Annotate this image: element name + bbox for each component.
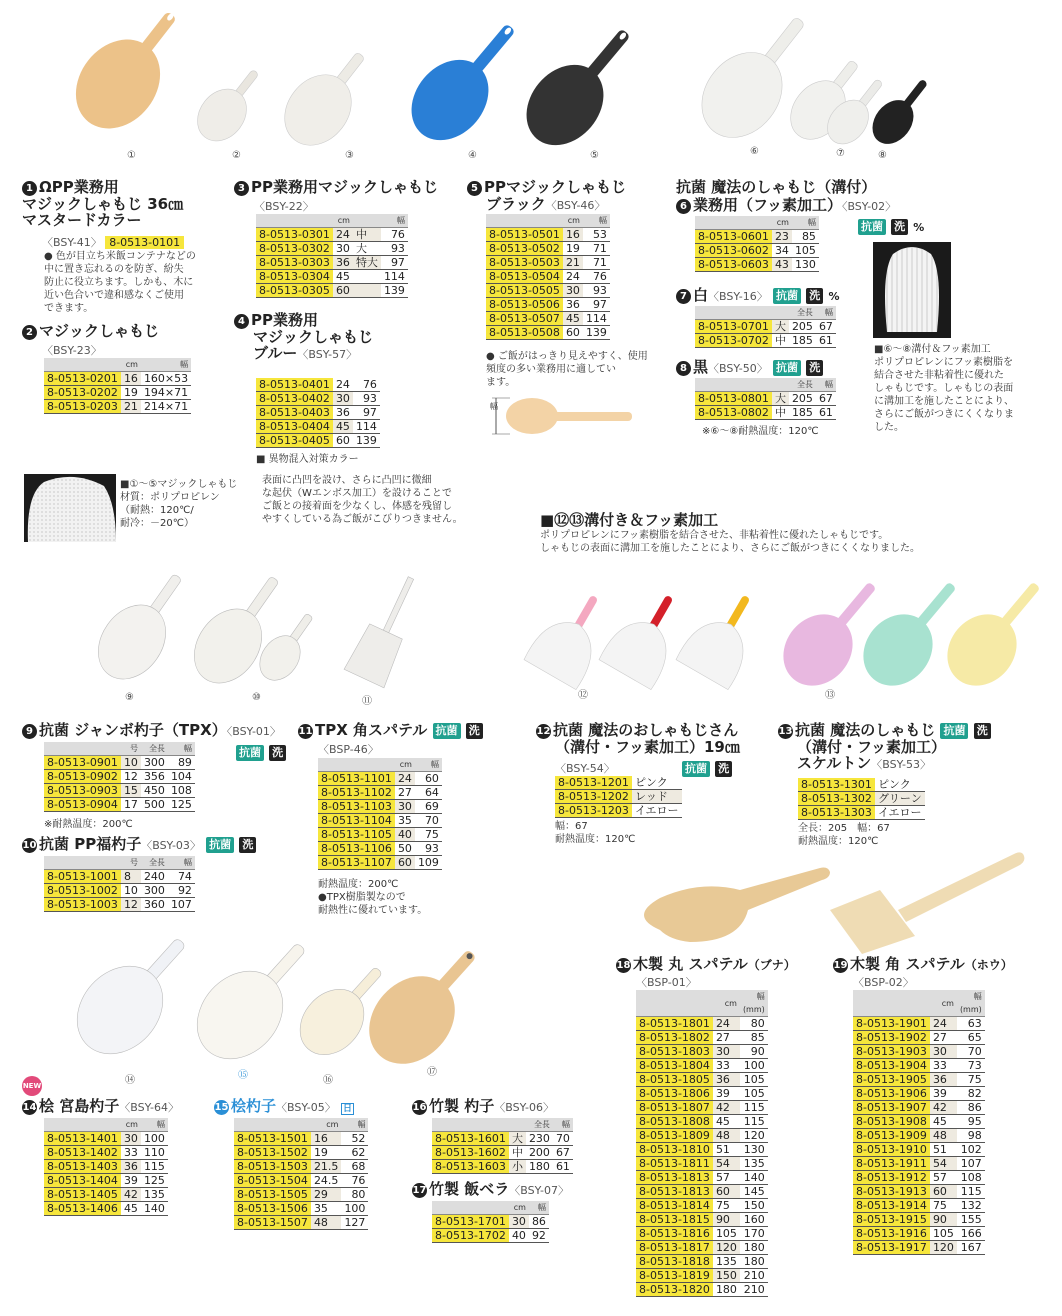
product-8-table: 全長 幅 8-0513-0801 大 205 67 8-0513-0802 中 185 61	[695, 378, 836, 420]
product-12-table	[555, 776, 682, 818]
product-11-code: 〈BSP-46〉	[318, 743, 379, 756]
illus-number-15: ⑮	[238, 1070, 248, 1081]
illus-number-10: ⑩	[252, 692, 261, 703]
item-number-badge: 18	[616, 960, 631, 971]
table-row: 8-0513-1910 51 102	[853, 1143, 985, 1157]
washable-badge: 洗	[239, 837, 256, 853]
table-row: 8-0513-1201 ピンク	[555, 776, 682, 790]
illus-number-5: ⑤	[590, 150, 599, 161]
product-18-code: 〈BSP-01〉	[636, 976, 697, 989]
table-row: 8-0513-1913 60 115	[853, 1185, 985, 1199]
table-row: 8-0513-1702 40 92	[432, 1229, 549, 1243]
table-row: 8-0513-1820 180 210	[636, 1283, 768, 1297]
product-5-note: ● ご飯がはっきり見えやすく、使用 頻度の多い業務用に適してい ます。	[486, 351, 648, 388]
product-1-code: 〈BSY-41〉 8-0513-0101	[42, 234, 184, 250]
product-4-title: 4 PP業務用 マジックしゃもじ ブルー〈BSY-57〉	[234, 312, 373, 363]
table-row: 8-0513-1817 120 180	[636, 1241, 768, 1255]
table-row: 8-0513-1105 40 75	[318, 828, 442, 842]
product-6-title: 6 業務用（フッ素加工）〈BSY-02〉	[676, 197, 896, 215]
product-6-badges	[858, 216, 924, 235]
table-row: 8-0513-0503 21 71	[486, 256, 610, 270]
product-3-code: 〈BSY-22〉	[254, 200, 314, 213]
table-row: 8-0513-1101 24 60	[318, 772, 442, 786]
product-2-title: 2 マジックしゃもじ	[22, 323, 159, 340]
product-19-title: 19 木製 角 スパテル（ホウ）	[833, 955, 1013, 973]
shamoji-3-image	[271, 36, 385, 158]
product-1-note: ● 色が目立ち米飯コンテナなどの 中に置き忘れるのを防ぎ、紛失 防止に役立ちます。しかも、木に 近い色合いで違和感なくご使用 できます。	[44, 251, 196, 314]
table-row: 8-0513-1813 57 140	[636, 1171, 768, 1185]
product-9-note: ※耐熱温度：200℃	[44, 819, 133, 830]
table-row: 8-0513-1302 グリーン	[798, 792, 925, 806]
illus-number-8: ⑧	[878, 150, 887, 161]
antibacterial-badge: 抗菌	[773, 288, 801, 304]
made-in-japan-mark: 日	[342, 1104, 352, 1114]
grooved-shamoji-image	[873, 242, 951, 338]
table-row: 8-0513-1405 42 135	[44, 1188, 168, 1202]
illus-number-13: ⑬	[825, 690, 835, 701]
table-row: 8-0513-1816 105 170	[636, 1227, 768, 1241]
table-row: 8-0513-1103 30 69	[318, 800, 442, 814]
wooden-spatula-illustrations	[630, 850, 1040, 960]
antibacterial-badge: 抗菌	[940, 723, 968, 739]
item-number-badge: 7	[676, 289, 691, 304]
table-row: 8-0513-0602 34 105	[695, 244, 819, 258]
dishwasher-icon: %	[828, 290, 840, 303]
table-row: 8-0513-0901 10 300 89	[44, 756, 195, 770]
shamoji-4-image	[396, 5, 537, 155]
product-5-title: 5 PPマジックしゃもじ ブラック〈BSY-46〉	[467, 179, 626, 214]
table-row: 8-0513-0502 19 71	[486, 242, 610, 256]
washable-badge: 洗	[715, 761, 732, 777]
table-row: 8-0513-0904 17 500 125	[44, 798, 195, 812]
washable-badge: 洗	[891, 219, 908, 235]
shamoji-10b-image	[251, 605, 324, 688]
item-number-badge: 12	[536, 726, 551, 737]
illus-number-9: ⑨	[125, 692, 134, 703]
table-row: 8-0513-1504 24.5 76	[234, 1174, 368, 1188]
table-row: 8-0513-1818 135 180	[636, 1255, 768, 1269]
table-row: 8-0513-0405 60 139	[256, 434, 380, 448]
shamoji-12-red-image	[599, 581, 697, 689]
product-1-item-number: 8-0513-0101	[105, 236, 184, 249]
table-row: 8-0513-0203 21 214×71	[44, 400, 191, 414]
product-12-code: 〈BSY-54〉	[555, 762, 615, 775]
table-row: 8-0513-1806 39 105	[636, 1087, 768, 1101]
product-12-title: 12 抗菌 魔法のおしゃもじさん （溝付・フッ素加工）19㎝	[536, 721, 740, 756]
product-2-code: 〈BSY-23〉	[42, 344, 102, 357]
product-14-table: cm 幅 8-0513-1401 30 100 8-0513-1402 33 110 8-0513-1403 36 115 8-0513-1404 39 125 8-0513-1405 42 135 8-0513-1406 45 140	[44, 1118, 168, 1216]
table-row: 8-0513-1912 57 108	[853, 1171, 985, 1185]
table-row: 8-0513-1902 27 65	[853, 1031, 985, 1045]
material-note: ■①〜⑤マジックしゃもじ 材質：ポリプロピレン （耐熱：120℃/ 耐冷：－20℃）	[120, 479, 238, 529]
product-8-title: 8 黒〈BSY-50〉 抗菌 洗	[676, 359, 823, 377]
table-row: 8-0513-1601 大 230 70	[432, 1132, 573, 1146]
table-row: 8-0513-1911 54 107	[853, 1157, 985, 1171]
table-row: 8-0513-1803 30 90	[636, 1045, 768, 1059]
antibacterial-badge: 抗菌	[206, 837, 234, 853]
table-row: 8-0513-0302 30 大 93	[256, 242, 408, 256]
shamoji-15-image	[180, 930, 330, 1076]
washable-badge: 洗	[466, 723, 483, 739]
table-row: 8-0513-1202 レッド	[555, 790, 682, 804]
product-17-table: cm 幅 8-0513-1701 30 86 8-0513-1702 40 92	[432, 1201, 549, 1243]
table-row: 8-0513-1401 30 100	[44, 1132, 168, 1146]
table-row: 8-0513-0402 30 93	[256, 392, 380, 406]
table-row: 8-0513-1403 36 115	[44, 1160, 168, 1174]
table-row: 8-0513-1503 21.5 68	[234, 1160, 368, 1174]
illus-number-14: ⑭	[125, 1075, 135, 1086]
item-number-badge: 11	[298, 726, 313, 737]
table-row: 8-0513-0603 43 130	[695, 258, 819, 272]
table-row: 8-0513-0801 大 205 67	[695, 392, 836, 406]
product-13-title: 13 抗菌 魔法のしゃもじ 抗菌 洗 （溝付・フッ素加工） スケルトン〈BSY-53〉	[778, 722, 991, 773]
spatula-19-image	[830, 852, 1024, 954]
table-row: 8-0513-1603 小 180 61	[432, 1160, 573, 1174]
table-row: 8-0513-0303 36 特大 97	[256, 256, 408, 270]
table-row: 8-0513-0507 45 114	[486, 312, 610, 326]
antibacterial-badge: 抗菌	[858, 219, 886, 235]
product-7-title: 7 白〈BSY-16〉 抗菌 洗 %	[676, 287, 839, 305]
table-row: 8-0513-0701 大 205 67	[695, 320, 836, 334]
spatula-illustrations-bottom	[0, 930, 620, 1080]
table-row: 8-0513-1903 30 70	[853, 1045, 985, 1059]
table-row: 8-0513-1107 60 109	[318, 856, 442, 870]
illus-number-7: ⑦	[836, 148, 845, 159]
table-row: 8-0513-1505 29 80	[234, 1188, 368, 1202]
illus-number-16: ⑯	[323, 1075, 333, 1086]
table-row: 8-0513-0702 中 185 61	[695, 334, 836, 348]
item-number-badge: 14	[22, 1102, 37, 1113]
product-11-title: 11 TPX 角スパテル 抗菌 洗	[298, 722, 483, 739]
table-row: 8-0513-0902 12 356 104	[44, 770, 195, 784]
product-18-title: 18 木製 丸 スパテル（ブナ）	[616, 955, 796, 973]
table-row: 8-0513-0601 23 85	[695, 230, 819, 244]
grooved-shamoji-photo	[873, 242, 951, 338]
table-row: 8-0513-1811 54 135	[636, 1157, 768, 1171]
product-8-note: ※⑥〜⑧耐熱温度：120℃	[702, 426, 819, 437]
table-row: 8-0513-0508 60 139	[486, 326, 610, 340]
spatula-illustrations-middle	[0, 560, 1062, 710]
width-label: 幅	[490, 402, 498, 411]
product-3-title: 3 PP業務用マジックしゃもじ	[234, 179, 438, 196]
illus-number-4: ④	[468, 150, 477, 161]
product-12-badges	[682, 758, 732, 777]
product-15-table: cm 幅 8-0513-1501 16 52 8-0513-1502 19 62 8-0513-1503 21.5 68 8-0513-1504 24.5 76 8-0513-1505 29 80 8-0513-1506 35 100 8-0513-1507 48 127	[234, 1118, 368, 1230]
table-row: 8-0513-1909 48 98	[853, 1129, 985, 1143]
table-row: 8-0513-1915 90 155	[853, 1213, 985, 1227]
table-row: 8-0513-1804 33 100	[636, 1059, 768, 1073]
item-number-badge: 17	[412, 1185, 427, 1196]
item-number-badge: 1	[22, 181, 37, 196]
illus-number-1: ①	[127, 150, 136, 161]
item-number-badge: 15	[214, 1102, 229, 1113]
table-row: 8-0513-1106 50 93	[318, 842, 442, 856]
table-row: 8-0513-0802 中 185 61	[695, 406, 836, 420]
illus-number-17: ⑰	[427, 1067, 437, 1078]
table-row: 8-0513-1802 27 85	[636, 1031, 768, 1045]
item-number-badge: 10	[22, 840, 37, 851]
product-11-note: 耐熱温度：200℃ ●TPX樹脂製なので 耐熱性に優れています。	[318, 879, 428, 916]
item-number-badge: 6	[676, 199, 691, 214]
washable-badge: 洗	[974, 723, 991, 739]
product-9-badges	[236, 742, 286, 761]
table-row: 8-0513-0501 16 53	[486, 228, 610, 242]
table-row: 8-0513-1815 90 160	[636, 1213, 768, 1227]
table-row: 8-0513-1907 42 86	[853, 1101, 985, 1115]
table-row: 8-0513-1906 39 82	[853, 1087, 985, 1101]
table-row: 8-0513-1301 ピンク	[798, 778, 925, 792]
table-row: 8-0513-0903 15 450 108	[44, 784, 195, 798]
table-row: 8-0513-1001 8 240 74	[44, 870, 195, 884]
spatula-illustrations-top	[0, 0, 1062, 180]
section-12-13-title: ■⑫⑬溝付き＆フッ素加工	[540, 511, 719, 529]
illus-number-12: ⑫	[578, 690, 588, 701]
table-row: 8-0513-0401 24 76	[256, 378, 380, 392]
antibacterial-badge: 抗菌	[773, 360, 801, 376]
table-row: 8-0513-1814 75 150	[636, 1199, 768, 1213]
item-number-badge: 5	[467, 181, 482, 196]
shamoji-12-yellow-image	[676, 581, 774, 689]
table-row: 8-0513-1102 27 64	[318, 786, 442, 800]
table-row: 8-0513-1914 75 132	[853, 1199, 985, 1213]
table-row: 8-0513-1819 150 210	[636, 1269, 768, 1283]
shamoji-2-image	[187, 58, 273, 150]
item-number-badge: 2	[22, 325, 37, 340]
product-16-table: 全長 幅 8-0513-1601 大 230 70 8-0513-1602 中 200 67 8-0513-1603 小 180 61	[432, 1118, 573, 1174]
antibacterial-badge: 抗菌	[433, 723, 461, 739]
table-row: 8-0513-1104 35 70	[318, 814, 442, 828]
product-17-title: 17 竹製 飯ベラ〈BSY-07〉	[412, 1180, 569, 1198]
antibacterial-badge: 抗菌	[236, 745, 264, 761]
product-19-code: 〈BSP-02〉	[853, 976, 914, 989]
item-number-badge: 16	[412, 1102, 427, 1113]
product-10-title: 10 抗菌 PP福杓子〈BSY-03〉 抗菌 洗	[22, 836, 256, 854]
antibacterial-badge: 抗菌	[682, 761, 710, 777]
table-row: 8-0513-1404 39 125	[44, 1174, 168, 1188]
item-number-badge: 3	[234, 181, 249, 196]
table-row: 8-0513-1916 105 166	[853, 1227, 985, 1241]
table-row: 8-0513-0305 60 139	[256, 284, 408, 298]
washable-badge: 洗	[269, 745, 286, 761]
table-row: 8-0513-0201 16 160×53	[44, 372, 191, 386]
table-row: 8-0513-1701 30 86	[432, 1215, 549, 1229]
table-row: 8-0513-0304 45 114	[256, 270, 408, 284]
product-14-title: 14 桧 宮島杓子〈BSY-64〉	[22, 1097, 179, 1115]
illus-number-6: ⑥	[750, 146, 759, 157]
table-row: 8-0513-1904 33 73	[853, 1059, 985, 1073]
table-row: 8-0513-1808 45 115	[636, 1115, 768, 1129]
item-number-badge: 13	[778, 726, 793, 737]
emboss-texture-image	[24, 474, 116, 542]
emboss-note: 表面に凸凹を設け、さらに凸凹に微細 な起伏（Wエンボス加工）を設けることで ご飯との接着面を少なくし、体感を残留し やすくしている為ご飯がこびりつきません。	[262, 475, 463, 525]
product-9-title: 9 抗菌 ジャンボ杓子（TPX）〈BSY-01〉	[22, 722, 281, 740]
shamoji-width-diagram	[490, 392, 640, 440]
table-row: 8-0513-1813 60 145	[636, 1185, 768, 1199]
table-row: 8-0513-0404 45 114	[256, 420, 380, 434]
table-row: 8-0513-1908 45 95	[853, 1115, 985, 1129]
shamoji-5-image	[511, 10, 652, 160]
product-4-note: ■ 異物混入対策カラー	[256, 454, 359, 465]
product-16-title: 16 竹製 杓子〈BSY-06〉	[412, 1097, 554, 1115]
product-6-table: cm 幅 8-0513-0601 23 85 8-0513-0602 34 105 8-0513-0603 43 130	[695, 216, 819, 272]
illus-number-2: ②	[232, 150, 241, 161]
illus-number-11: ⑪	[362, 696, 372, 707]
table-row: 8-0513-1602 中 200 67	[432, 1146, 573, 1160]
item-number-badge: 19	[833, 960, 848, 971]
table-row: 8-0513-0505 30 93	[486, 284, 610, 298]
table-row: 8-0513-1303 イエロー	[798, 806, 925, 820]
new-badge: NEW	[22, 1076, 42, 1096]
table-row: 8-0513-1807 42 115	[636, 1101, 768, 1115]
table-row: 8-0513-1801 24 80	[636, 1017, 768, 1031]
shamoji-17-image	[352, 930, 501, 1080]
shamoji-1-image	[59, 0, 203, 145]
table-row: 8-0513-0504 24 76	[486, 270, 610, 284]
product-19-table: cm 幅(mm) 8-0513-1901 24 63 8-0513-1902 27 65 8-0513-1903 30 70 8-0513-1904 33 73 8-0513-1905 36 75 8-0513-1906 39 82 8-0513-1907 42 86 8-0513-1908 45 95 8-0513-1909 48 98 8-0513-1910 51 102 8-0513-1911 54 107 8-0513-1912 57 108 8-0513-1913 60 115 8-0513-1914 75 132 8-0513-1915 90 155 8-0513-1916 105 166 8-0513-1917 120 167	[853, 990, 985, 1255]
table-row: 8-0513-1502 19 62	[234, 1146, 368, 1160]
table-row: 8-0513-0202 19 194×71	[44, 386, 191, 400]
table-row: 8-0513-1809 48 120	[636, 1129, 768, 1143]
table-row: 8-0513-1901 24 63	[853, 1017, 985, 1031]
product-13-note: 全長：205 幅：67 耐熱温度：120℃	[798, 823, 890, 847]
table-row: 8-0513-0403 36 97	[256, 406, 380, 420]
product-11-table: cm 幅 8-0513-1101 24 60 8-0513-1102 27 64 8-0513-1103 30 69 8-0513-1104 35 70 8-0513-1105 40 75 8-0513-1106 50 93 8-0513-1107 60 109	[318, 758, 442, 870]
table-row: 8-0513-0506 36 97	[486, 298, 610, 312]
product-12-note: 幅：67 耐熱温度：120℃	[555, 821, 636, 845]
product-3-table: cm 幅 8-0513-0301 24 中 76 8-0513-0302 30 大 93 8-0513-0303 36 特大 97 8-0513-0304 45 114 8-0513-0305 60 139	[256, 214, 408, 298]
product-15-title: 15 桧杓子〈BSY-05〉 日	[214, 1097, 352, 1115]
table-row: 8-0513-1810 51 130	[636, 1143, 768, 1157]
item-number-badge: 9	[22, 724, 37, 739]
table-row: 8-0513-1917 120 167	[853, 1241, 985, 1255]
product-10-table: 号 全長 幅 8-0513-1001 8 240 74 8-0513-1002 10 300 92 8-0513-1003 12 360 107	[44, 856, 195, 912]
product-2-table: cm 幅 8-0513-0201 16 160×53 8-0513-0202 19 194×71 8-0513-0203 21 214×71	[44, 358, 191, 414]
table-row: 8-0513-1002 10 300 92	[44, 884, 195, 898]
shamoji-12-pink-image	[524, 581, 622, 689]
product-9-table: 号 全長 幅 8-0513-0901 10 300 89 8-0513-0902 12 356 104 8-0513-0903 15 450 108 8-0513-0904 17 500 125	[44, 742, 195, 812]
product-18-table: cm 幅(mm) 8-0513-1801 24 80 8-0513-1802 27 85 8-0513-1803 30 90 8-0513-1804 33 100 8-0513-1805 36 105 8-0513-1806 39 105 8-0513-1807 42 115 8-0513-1808 45 115 8-0513-1809 48 120 8-0513-1810 51 130 8-0513-1811 54 135 8-0513-1813 57 140 8-0513-1813 60 145 8-0513-1814 75 150 8-0513-1815 90 160 8-0513-1816 105 170 8-0513-1817 120 180 8-0513-1818 135 180 8-0513-1819 150 210 8-0513-1820 180 210	[636, 990, 768, 1297]
table-row: 8-0513-1402 33 110	[44, 1146, 168, 1160]
product-13-table	[798, 778, 925, 820]
table-row: 8-0513-1406 45 140	[44, 1202, 168, 1216]
table-row: 8-0513-1805 36 105	[636, 1073, 768, 1087]
table-row: 8-0513-0301 24 中 76	[256, 228, 408, 242]
spatula-11-image	[344, 569, 431, 688]
washable-badge: 洗	[806, 288, 823, 304]
spatula-18-image	[644, 868, 830, 943]
item-number-badge: 8	[676, 361, 691, 376]
shamoji-14-image	[60, 930, 210, 1071]
product-1-title: 1 ΩPP業務用 マジックしゃもじ 36㎝ マスタードカラー	[22, 178, 184, 229]
item-number-badge: 4	[234, 314, 249, 329]
table-row: 8-0513-1905 36 75	[853, 1073, 985, 1087]
shamoji-9-image	[84, 560, 202, 692]
table-row: 8-0513-1203 イエロー	[555, 804, 682, 818]
table-row: 8-0513-1506 35 100	[234, 1202, 368, 1216]
table-row: 8-0513-1507 48 127	[234, 1216, 368, 1230]
grooved-fluorine-note: ■⑥〜⑧溝付＆フッ素加工 ポリプロピレンにフッ素樹脂を 結合させた非粘着性に優れた しゃもじです。しゃもじの表面 に溝加工を施したことにより、 さらにご飯がつきにくくなりま した。	[874, 344, 1014, 433]
product-6-heading: 抗菌 魔法のしゃもじ（溝付）	[676, 178, 877, 196]
table-row: 8-0513-1501 16 52	[234, 1132, 368, 1146]
illus-number-3: ③	[345, 150, 354, 161]
washable-badge: 洗	[806, 360, 823, 376]
product-5-table: cm 幅 8-0513-0501 16 53 8-0513-0502 19 71 8-0513-0503 21 71 8-0513-0504 24 76 8-0513-0505 30 93 8-0513-0506 36 97 8-0513-0507 45 114 8-0513-0508 60 139	[486, 214, 610, 340]
table-row: 8-0513-1003 12 360 107	[44, 898, 195, 912]
embossed-surface-photo	[24, 474, 116, 542]
product-7-table: 全長 幅 8-0513-0701 大 205 67 8-0513-0702 中 185 61	[695, 306, 836, 348]
product-4-table	[256, 378, 380, 448]
dishwasher-icon: %	[913, 221, 925, 234]
section-12-13-text: ポリプロピレンにフッ素樹脂を結合させた、非粘着性に優れたしゃもじです。 しゃもじの表面に溝加工を施したことにより、さらにご飯がつきにくくなりました。	[540, 530, 920, 554]
